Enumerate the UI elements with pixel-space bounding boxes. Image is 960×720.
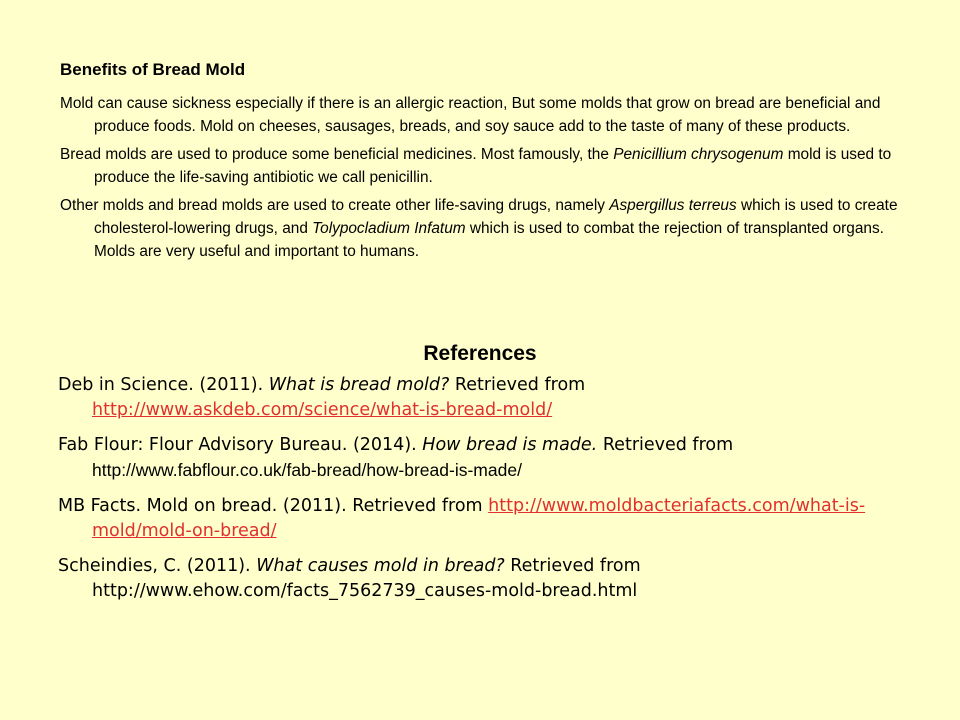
paragraph-text: which is used to combat the rejection of transplanted organs. Molds are very useful and important to humans. xyxy=(94,220,884,260)
reference-author: Scheindies, C. (2011). xyxy=(58,556,257,576)
reference-author: MB Facts. Mold on bread. (2011). Retrieved from xyxy=(58,496,489,516)
paragraph-text: Bread molds are used to produce some beneficial medicines. Most famously, the xyxy=(60,146,614,163)
paragraph-medicines xyxy=(60,143,910,189)
reference-author: Fab Flour: Flour Advisory Bureau. (2014). xyxy=(58,435,423,455)
reference-title: How bread is made. xyxy=(422,435,598,455)
reference-title: What causes mold in bread? xyxy=(256,556,505,576)
reference-retrieved: Retrieved from xyxy=(597,435,734,455)
reference-retrieved: Retrieved from xyxy=(504,556,641,576)
reference-link[interactable]: http://www.moldbacteriafacts.com/what-is-mold/mold-on-bread/ xyxy=(92,496,866,541)
references-list xyxy=(58,373,918,614)
reference-link[interactable]: http://www.askdeb.com/science/what-is-bread-mold/ xyxy=(92,400,553,420)
reference-item xyxy=(58,373,918,423)
reference-url: http://www.fabflour.co.uk/fab-bread/how-bread-is-made/ xyxy=(92,460,522,480)
species-name: Tolypocladium Infatum xyxy=(312,220,466,237)
reference-title: What is bread mold? xyxy=(268,375,450,395)
section-heading: Benefits of Bread Mold xyxy=(60,60,246,79)
reference-item xyxy=(58,433,918,484)
paragraph-text: mold is used to produce the life-saving antibiotic we call penicillin. xyxy=(94,146,892,186)
reference-retrieved: Retrieved from xyxy=(449,375,586,395)
reference-item xyxy=(58,554,918,604)
references-title: References xyxy=(423,342,537,365)
paragraph-drugs xyxy=(60,194,910,263)
species-name: Aspergillus terreus xyxy=(609,197,737,214)
reference-item xyxy=(58,494,918,544)
benefits-section xyxy=(60,60,910,268)
reference-author: Deb in Science. (2011). xyxy=(58,375,269,395)
paragraph-text: which is used to create cholesterol-lowering drugs, and xyxy=(94,197,898,237)
paragraph-sickness xyxy=(60,92,910,138)
paragraph-text: Other molds and bread molds are used to create other life-saving drugs, namely xyxy=(60,197,610,214)
reference-url: http://www.ehow.com/facts_7562739_causes-mold-bread.html xyxy=(92,581,638,601)
paragraph-text: Mold can cause sickness especially if there is an allergic reaction, But some molds that grow on bread are beneficial and produce foods. Mold on cheeses, sausages, breads, and soy sauce add to the taste of many of these products. xyxy=(60,95,881,135)
species-name: Penicillium chrysogenum xyxy=(613,146,784,163)
